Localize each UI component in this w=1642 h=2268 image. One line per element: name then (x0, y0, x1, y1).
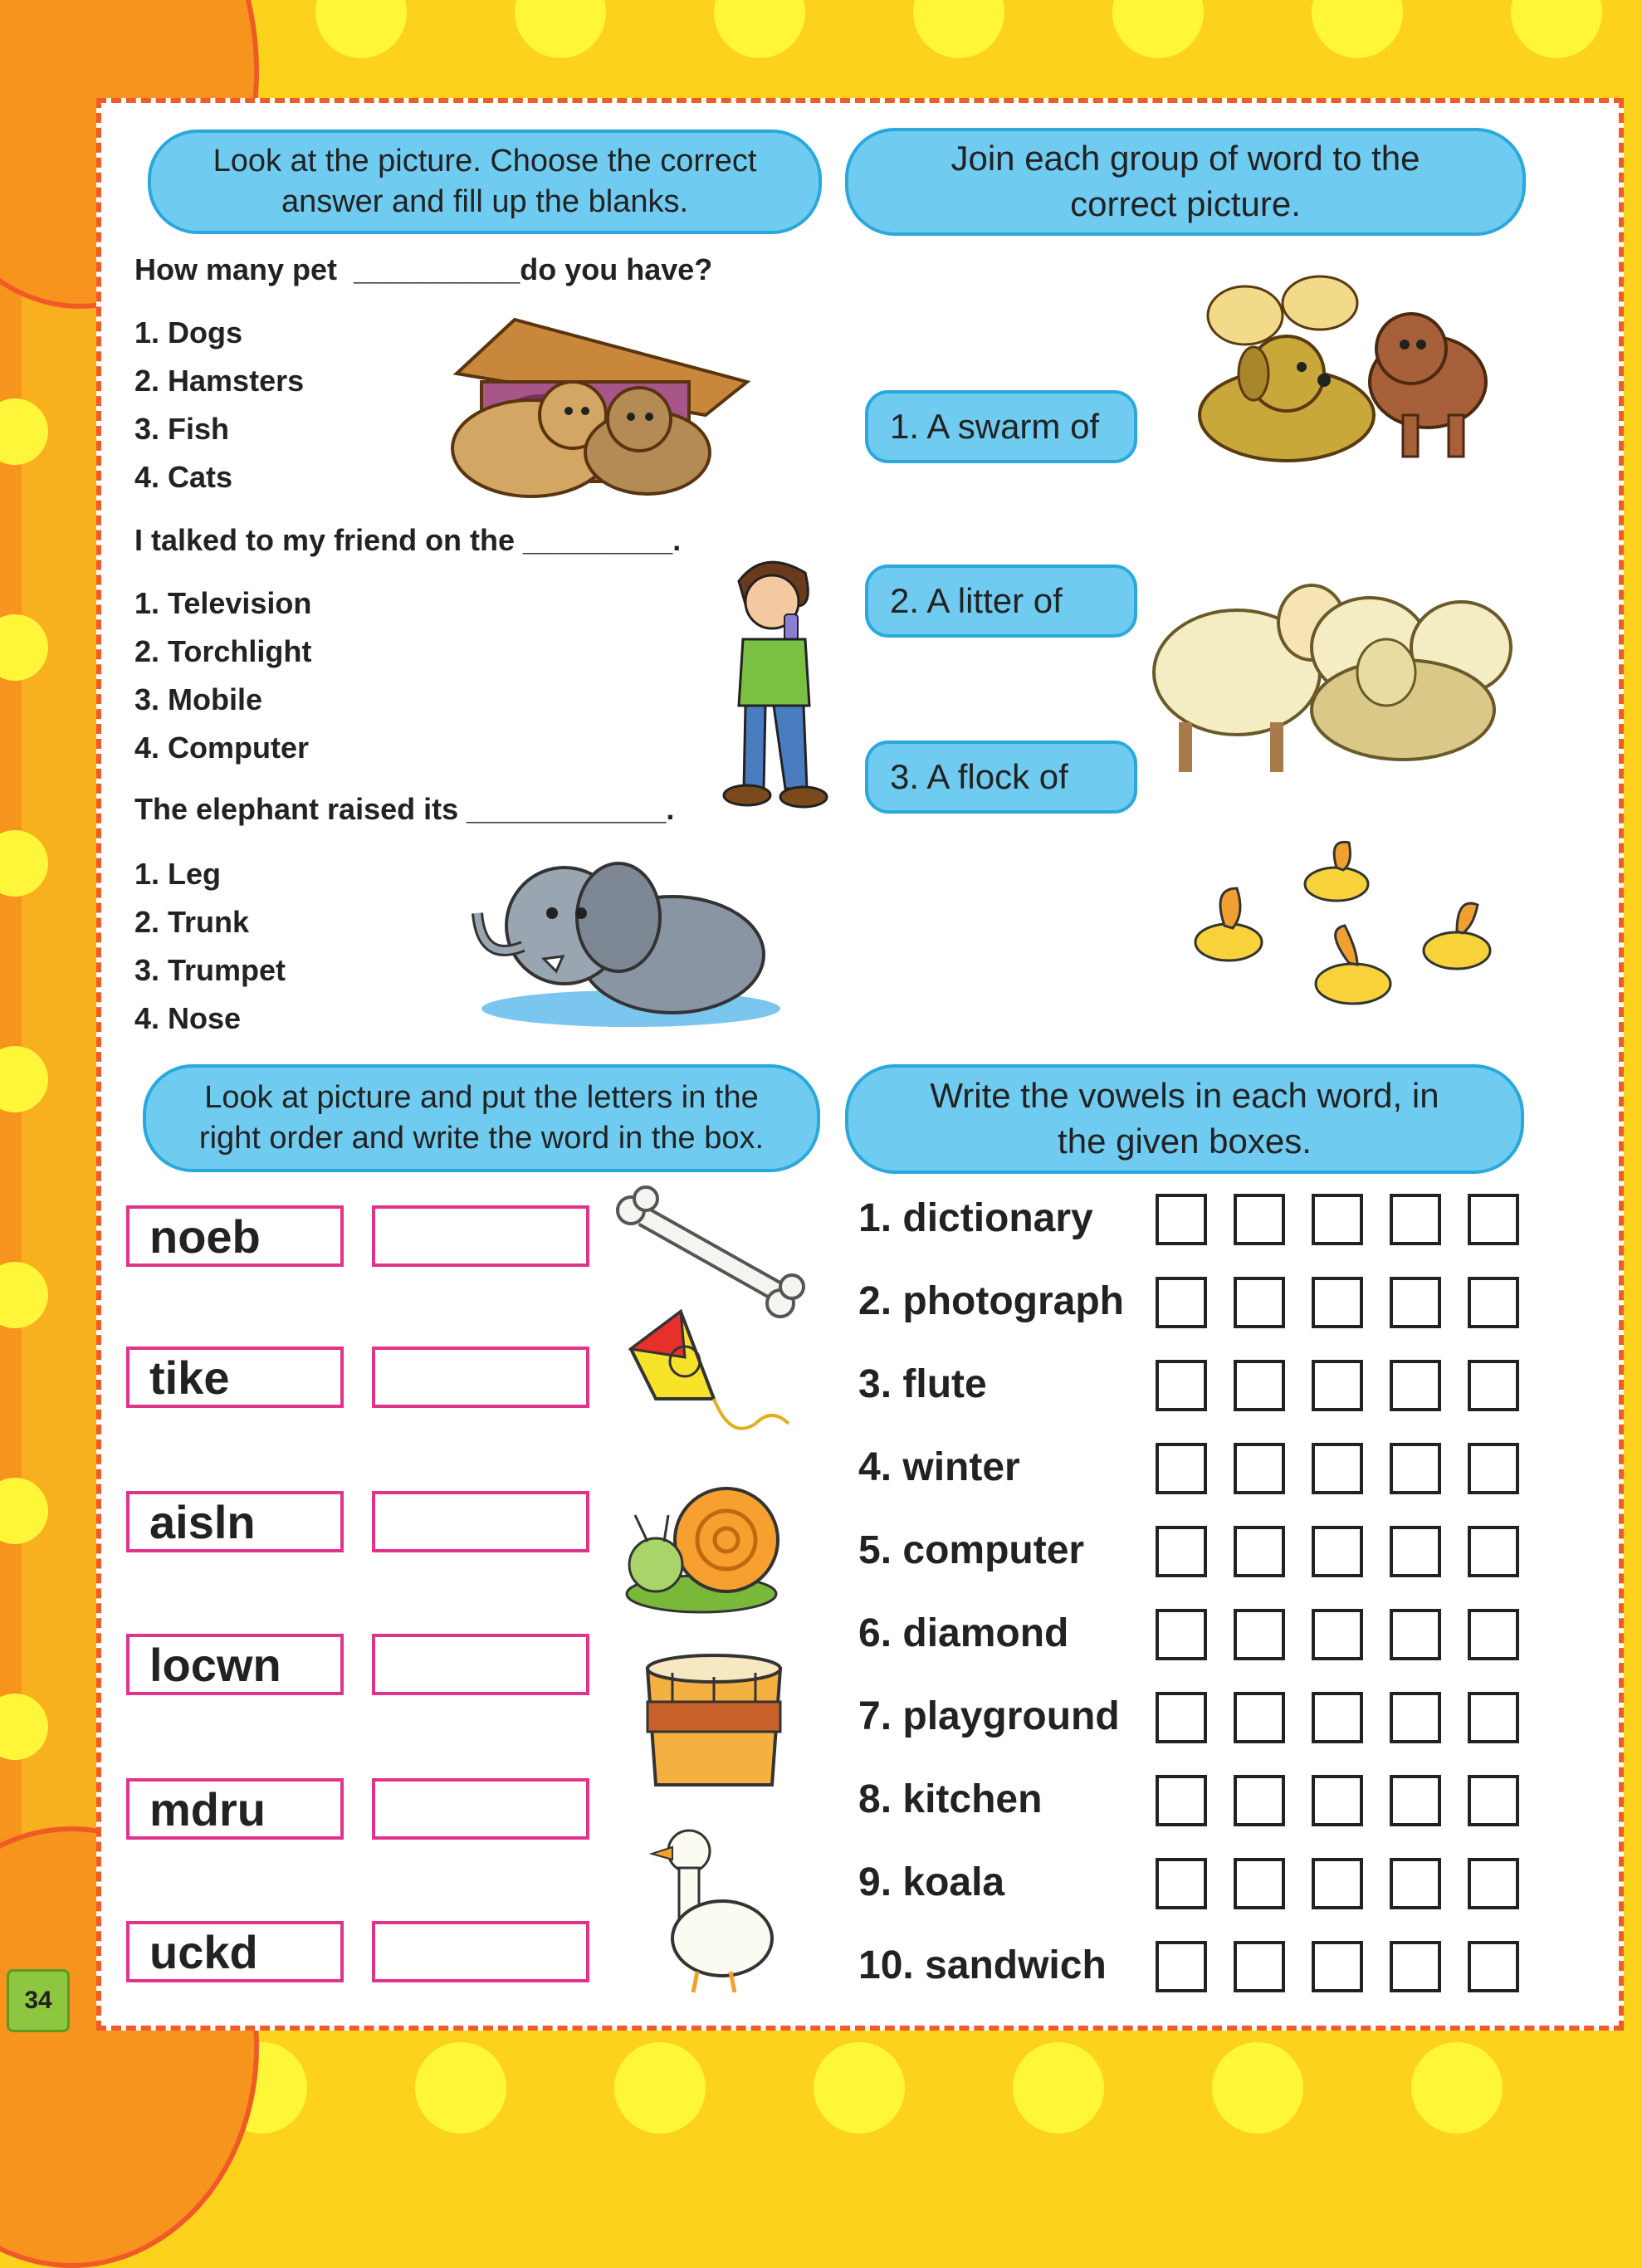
vowel-box[interactable] (1312, 1858, 1363, 1909)
vowel-box[interactable] (1468, 1526, 1519, 1577)
snail-icon (618, 1474, 793, 1619)
vowel-box[interactable] (1156, 1692, 1207, 1743)
vowel-box[interactable] (1234, 1941, 1285, 1992)
vowel-box[interactable] (1156, 1526, 1207, 1577)
vowel-box[interactable] (1468, 1775, 1519, 1826)
vowel-box[interactable] (1234, 1194, 1285, 1245)
kite-icon (623, 1308, 797, 1457)
option: 1. Television (134, 586, 312, 620)
vowel-box[interactable] (1234, 1360, 1285, 1411)
option: 1. Leg (134, 857, 222, 891)
option: 4. Nose (134, 1001, 242, 1035)
jumbled-word: uckd (126, 1921, 344, 1982)
vowel-word: 1. dictionary (858, 1196, 1093, 1240)
group-label-flock: 3. A flock of (865, 741, 1137, 814)
vowel-box[interactable] (1390, 1941, 1441, 1992)
answer-box[interactable] (372, 1634, 589, 1695)
section4-instruction: Write the vowels in each word, in the given boxes. (845, 1064, 1524, 1174)
vowel-box[interactable] (1234, 1858, 1285, 1909)
jumbled-word: mdru (126, 1778, 344, 1840)
option: 4. Computer (134, 731, 310, 765)
elephant-icon (465, 855, 780, 1029)
vowel-box[interactable] (1156, 1775, 1207, 1826)
vowel-box[interactable] (1390, 1194, 1441, 1245)
vowel-box[interactable] (1156, 1277, 1207, 1328)
vowel-word: 3. flute (858, 1362, 987, 1406)
answer-box[interactable] (372, 1921, 589, 1982)
bees-icon (1179, 838, 1519, 1029)
vowel-box[interactable] (1234, 1443, 1285, 1494)
vowel-box[interactable] (1156, 1194, 1207, 1245)
group-label-swarm: 1. A swarm of (865, 390, 1137, 463)
jumbled-word: tike (126, 1347, 344, 1408)
jumbled-word: noeb (126, 1205, 344, 1267)
vowel-box[interactable] (1156, 1941, 1207, 1992)
vowel-word: 10. sandwich (858, 1943, 1107, 1987)
option: 3. Fish (134, 412, 230, 446)
drum-icon (639, 1652, 789, 1793)
question-3: The elephant raised its ____________. (134, 792, 675, 826)
vowel-box[interactable] (1156, 1609, 1207, 1660)
jumbled-word: aisln (126, 1491, 344, 1552)
vowel-box[interactable] (1234, 1692, 1285, 1743)
group-label-litter: 2. A litter of (865, 565, 1137, 638)
vowel-box[interactable] (1468, 1277, 1519, 1328)
vowel-box[interactable] (1390, 1443, 1441, 1494)
section2-instruction: Join each group of word to the correct picture. (845, 128, 1526, 236)
vowel-box[interactable] (1468, 1443, 1519, 1494)
option: 1. Dogs (134, 315, 243, 349)
boy-with-phone-icon (714, 548, 838, 814)
option: 2. Trunk (134, 905, 250, 939)
vowel-box[interactable] (1390, 1526, 1441, 1577)
vowel-box[interactable] (1468, 1941, 1519, 1992)
bone-icon (614, 1187, 805, 1320)
left-margin-panel (0, 0, 98, 2125)
vowel-box[interactable] (1312, 1775, 1363, 1826)
vowel-box[interactable] (1234, 1526, 1285, 1577)
answer-box[interactable] (372, 1347, 589, 1408)
answer-box[interactable] (372, 1491, 589, 1552)
question-2: I talked to my friend on the _________. (134, 523, 682, 557)
vowel-box[interactable] (1312, 1194, 1363, 1245)
vowel-word: 6. diamond (858, 1611, 1069, 1655)
hamsters-icon (407, 315, 755, 498)
vowel-word: 5. computer (858, 1528, 1085, 1572)
puppies-icon (1162, 274, 1511, 473)
vowel-box[interactable] (1312, 1609, 1363, 1660)
answer-box[interactable] (372, 1205, 589, 1267)
page-number: 34 (7, 1969, 70, 2032)
vowel-box[interactable] (1468, 1609, 1519, 1660)
vowel-box[interactable] (1468, 1858, 1519, 1909)
vowel-box[interactable] (1234, 1277, 1285, 1328)
vowel-box[interactable] (1390, 1360, 1441, 1411)
vowel-box[interactable] (1312, 1277, 1363, 1328)
question-1: How many pet __________do you have? (134, 252, 713, 286)
vowel-box[interactable] (1234, 1609, 1285, 1660)
section3-instruction: Look at picture and put the letters in the right order and write the word in the box. (143, 1064, 820, 1172)
duck-icon (648, 1822, 780, 1997)
section1-instruction: Look at the picture. Choose the correct answer and fill up the blanks. (148, 130, 822, 234)
vowel-word: 7. playground (858, 1694, 1120, 1738)
jumbled-word: locwn (126, 1634, 344, 1695)
vowel-box[interactable] (1390, 1692, 1441, 1743)
vowel-box[interactable] (1390, 1609, 1441, 1660)
vowel-word: 4. winter (858, 1445, 1020, 1489)
vowel-box[interactable] (1312, 1692, 1363, 1743)
option: 3. Mobile (134, 682, 263, 716)
vowel-box[interactable] (1468, 1360, 1519, 1411)
option: 4. Cats (134, 460, 233, 494)
vowel-box[interactable] (1156, 1360, 1207, 1411)
vowel-box[interactable] (1312, 1941, 1363, 1992)
answer-box[interactable] (372, 1778, 589, 1840)
option: 2. Hamsters (134, 364, 305, 398)
vowel-box[interactable] (1312, 1360, 1363, 1411)
vowel-box[interactable] (1312, 1443, 1363, 1494)
vowel-box[interactable] (1390, 1775, 1441, 1826)
sheep-icon (1146, 548, 1527, 780)
vowel-word: 2. photograph (858, 1279, 1124, 1323)
vowel-box[interactable] (1468, 1194, 1519, 1245)
option: 2. Torchlight (134, 634, 312, 668)
vowel-box[interactable] (1234, 1775, 1285, 1826)
vowel-box[interactable] (1390, 1277, 1441, 1328)
option: 3. Trumpet (134, 953, 286, 987)
vowel-word: 8. kitchen (858, 1777, 1043, 1821)
vowel-box[interactable] (1156, 1443, 1207, 1494)
vowel-box[interactable] (1312, 1526, 1363, 1577)
vowel-box[interactable] (1156, 1858, 1207, 1909)
vowel-box[interactable] (1468, 1692, 1519, 1743)
vowel-box[interactable] (1390, 1858, 1441, 1909)
vowel-word: 9. koala (858, 1860, 1005, 1904)
